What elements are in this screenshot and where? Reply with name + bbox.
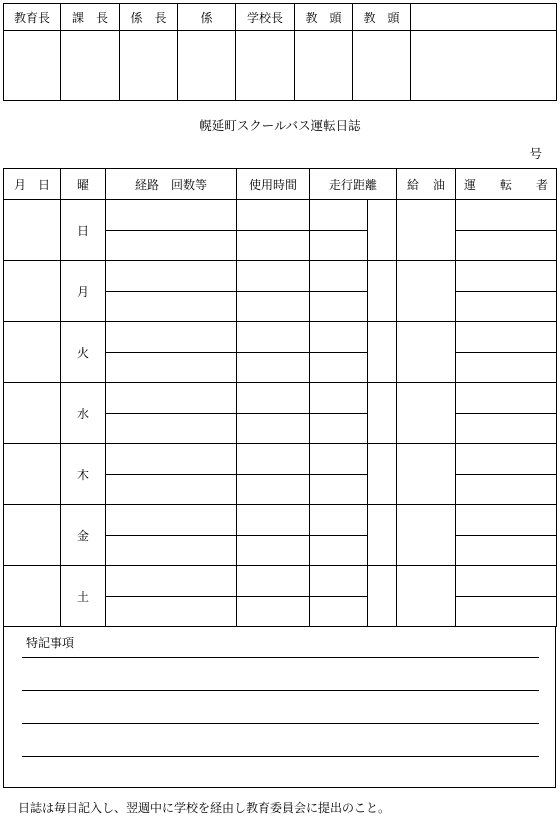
distance-sub-cell[interactable] bbox=[368, 200, 397, 261]
driver-cell[interactable] bbox=[456, 261, 557, 292]
route-cell[interactable] bbox=[106, 474, 237, 505]
route-cell[interactable] bbox=[106, 444, 237, 475]
day-row bbox=[4, 383, 557, 414]
header-refuel bbox=[397, 169, 456, 200]
distance-cell[interactable] bbox=[310, 383, 368, 414]
route-cell[interactable] bbox=[106, 200, 237, 231]
route-cell[interactable] bbox=[106, 383, 237, 414]
refuel-cell[interactable] bbox=[397, 322, 456, 383]
header-day: 日 bbox=[37, 177, 50, 192]
distance-cell[interactable] bbox=[310, 230, 368, 261]
driver-cell[interactable] bbox=[456, 322, 557, 353]
header-refuel-2: 油 bbox=[433, 177, 446, 192]
refuel-cell[interactable] bbox=[397, 566, 456, 627]
special-notes-label: 特記事項 bbox=[26, 636, 75, 650]
stamp-box[interactable] bbox=[295, 31, 353, 101]
route-cell[interactable] bbox=[106, 566, 237, 597]
stamp-box[interactable] bbox=[61, 31, 120, 101]
date-cell[interactable] bbox=[4, 322, 61, 383]
route-cell[interactable] bbox=[106, 261, 237, 292]
approval-header-principal: 学校長 bbox=[236, 4, 295, 31]
log-body bbox=[4, 200, 557, 627]
note-line[interactable] bbox=[22, 657, 539, 658]
document-number-label: 号 bbox=[529, 146, 542, 161]
driver-cell[interactable] bbox=[456, 200, 557, 231]
distance-sub-cell[interactable] bbox=[368, 566, 397, 627]
time-used-cell[interactable] bbox=[237, 291, 310, 322]
note-line[interactable] bbox=[22, 690, 539, 691]
header-driver-1: 運 bbox=[464, 177, 477, 192]
distance-cell[interactable] bbox=[310, 322, 368, 353]
stamp-box[interactable] bbox=[236, 31, 295, 101]
distance-cell[interactable] bbox=[310, 596, 368, 627]
distance-cell[interactable] bbox=[310, 352, 368, 383]
day-row bbox=[4, 200, 557, 231]
approval-header-vice-principal-1: 教 頭 bbox=[295, 4, 353, 31]
day-row bbox=[4, 505, 557, 536]
driver-cell[interactable] bbox=[456, 596, 557, 627]
header-driver-3: 者 bbox=[535, 177, 548, 192]
approval-stamp-table bbox=[3, 3, 557, 101]
time-used-cell[interactable] bbox=[237, 596, 310, 627]
header-driver-2: 転 bbox=[500, 177, 513, 192]
route-cell[interactable] bbox=[106, 505, 237, 536]
time-used-cell[interactable] bbox=[237, 474, 310, 505]
refuel-cell[interactable] bbox=[397, 383, 456, 444]
route-cell[interactable] bbox=[106, 230, 237, 261]
footer-instruction: 日誌は毎日記入し、翌週中に学校を経由し教育委員会に提出のこと。 bbox=[18, 801, 391, 815]
distance-cell[interactable] bbox=[310, 291, 368, 322]
distance-sub-cell[interactable] bbox=[368, 505, 397, 566]
header-month: 月 bbox=[14, 177, 27, 192]
header-weekday: 曜 bbox=[61, 169, 106, 200]
distance-cell[interactable] bbox=[310, 474, 368, 505]
distance-cell[interactable] bbox=[310, 535, 368, 566]
note-line[interactable] bbox=[22, 756, 539, 757]
date-cell[interactable] bbox=[4, 566, 61, 627]
time-used-cell[interactable] bbox=[237, 413, 310, 444]
driver-cell[interactable] bbox=[456, 230, 557, 261]
route-cell[interactable] bbox=[106, 322, 237, 353]
time-used-cell[interactable] bbox=[237, 535, 310, 566]
header-route: 経路 回数等 bbox=[106, 169, 237, 200]
driver-cell[interactable] bbox=[456, 352, 557, 383]
stamp-box[interactable] bbox=[353, 31, 411, 101]
approval-header-staff: 係 bbox=[178, 4, 236, 31]
driver-cell[interactable] bbox=[456, 291, 557, 322]
date-cell[interactable] bbox=[4, 200, 61, 261]
special-notes-box bbox=[3, 627, 556, 788]
route-cell[interactable] bbox=[106, 352, 237, 383]
distance-sub-cell[interactable] bbox=[368, 383, 397, 444]
distance-cell[interactable] bbox=[310, 413, 368, 444]
weekday-cell: 日 bbox=[61, 200, 106, 261]
time-used-cell[interactable] bbox=[237, 505, 310, 536]
route-cell[interactable] bbox=[106, 535, 237, 566]
refuel-cell[interactable] bbox=[397, 200, 456, 261]
stamp-box[interactable] bbox=[411, 31, 557, 101]
weekday-cell: 木 bbox=[61, 444, 106, 505]
approval-header-vice-principal-2: 教 頭 bbox=[353, 4, 411, 31]
distance-cell[interactable] bbox=[310, 444, 368, 475]
date-cell[interactable] bbox=[4, 444, 61, 505]
route-cell[interactable] bbox=[106, 413, 237, 444]
time-used-cell[interactable] bbox=[237, 444, 310, 475]
time-used-cell[interactable] bbox=[237, 261, 310, 292]
weekday-cell: 土 bbox=[61, 566, 106, 627]
approval-header-superintendent: 教育長 bbox=[4, 4, 61, 31]
day-row bbox=[4, 444, 557, 475]
weekday-cell: 金 bbox=[61, 505, 106, 566]
time-used-cell[interactable] bbox=[237, 200, 310, 231]
header-distance: 走行距離 bbox=[310, 169, 397, 200]
driver-cell[interactable] bbox=[456, 566, 557, 597]
distance-cell[interactable] bbox=[310, 200, 368, 231]
header-month-day bbox=[4, 169, 61, 200]
header-driver bbox=[456, 169, 557, 200]
stamp-box[interactable] bbox=[4, 31, 61, 101]
refuel-cell[interactable] bbox=[397, 261, 456, 322]
refuel-cell[interactable] bbox=[397, 505, 456, 566]
date-cell[interactable] bbox=[4, 505, 61, 566]
distance-sub-cell[interactable] bbox=[368, 261, 397, 322]
approval-header-blank bbox=[411, 4, 557, 31]
driver-cell[interactable] bbox=[456, 535, 557, 566]
time-used-cell[interactable] bbox=[237, 352, 310, 383]
driver-cell[interactable] bbox=[456, 444, 557, 475]
weekday-cell: 水 bbox=[61, 383, 106, 444]
distance-cell[interactable] bbox=[310, 261, 368, 292]
route-cell[interactable] bbox=[106, 291, 237, 322]
time-used-cell[interactable] bbox=[237, 322, 310, 353]
day-row bbox=[4, 322, 557, 353]
date-cell[interactable] bbox=[4, 261, 61, 322]
driver-cell[interactable] bbox=[456, 383, 557, 414]
driver-cell[interactable] bbox=[456, 505, 557, 536]
header-time-used: 使用時間 bbox=[237, 169, 310, 200]
driver-cell[interactable] bbox=[456, 413, 557, 444]
date-cell[interactable] bbox=[4, 383, 61, 444]
approval-header-section-chief: 課 長 bbox=[61, 4, 120, 31]
stamp-box[interactable] bbox=[178, 31, 236, 101]
route-cell[interactable] bbox=[106, 596, 237, 627]
stamp-box[interactable] bbox=[120, 31, 178, 101]
refuel-cell[interactable] bbox=[397, 444, 456, 505]
distance-cell[interactable] bbox=[310, 505, 368, 536]
time-used-cell[interactable] bbox=[237, 566, 310, 597]
day-row bbox=[4, 261, 557, 292]
time-used-cell[interactable] bbox=[237, 230, 310, 261]
weekday-cell: 火 bbox=[61, 322, 106, 383]
distance-cell[interactable] bbox=[310, 566, 368, 597]
note-line[interactable] bbox=[22, 723, 539, 724]
day-row bbox=[4, 566, 557, 597]
time-used-cell[interactable] bbox=[237, 383, 310, 414]
bus-log-table bbox=[3, 168, 557, 627]
distance-sub-cell[interactable] bbox=[368, 444, 397, 505]
weekday-cell: 月 bbox=[61, 261, 106, 322]
approval-header-subsection-chief: 係 長 bbox=[120, 4, 178, 31]
distance-sub-cell[interactable] bbox=[368, 322, 397, 383]
driver-cell[interactable] bbox=[456, 474, 557, 505]
header-refuel-1: 給 bbox=[407, 177, 420, 192]
document-title: 幌延町スクールバス運転日誌 bbox=[199, 118, 361, 133]
